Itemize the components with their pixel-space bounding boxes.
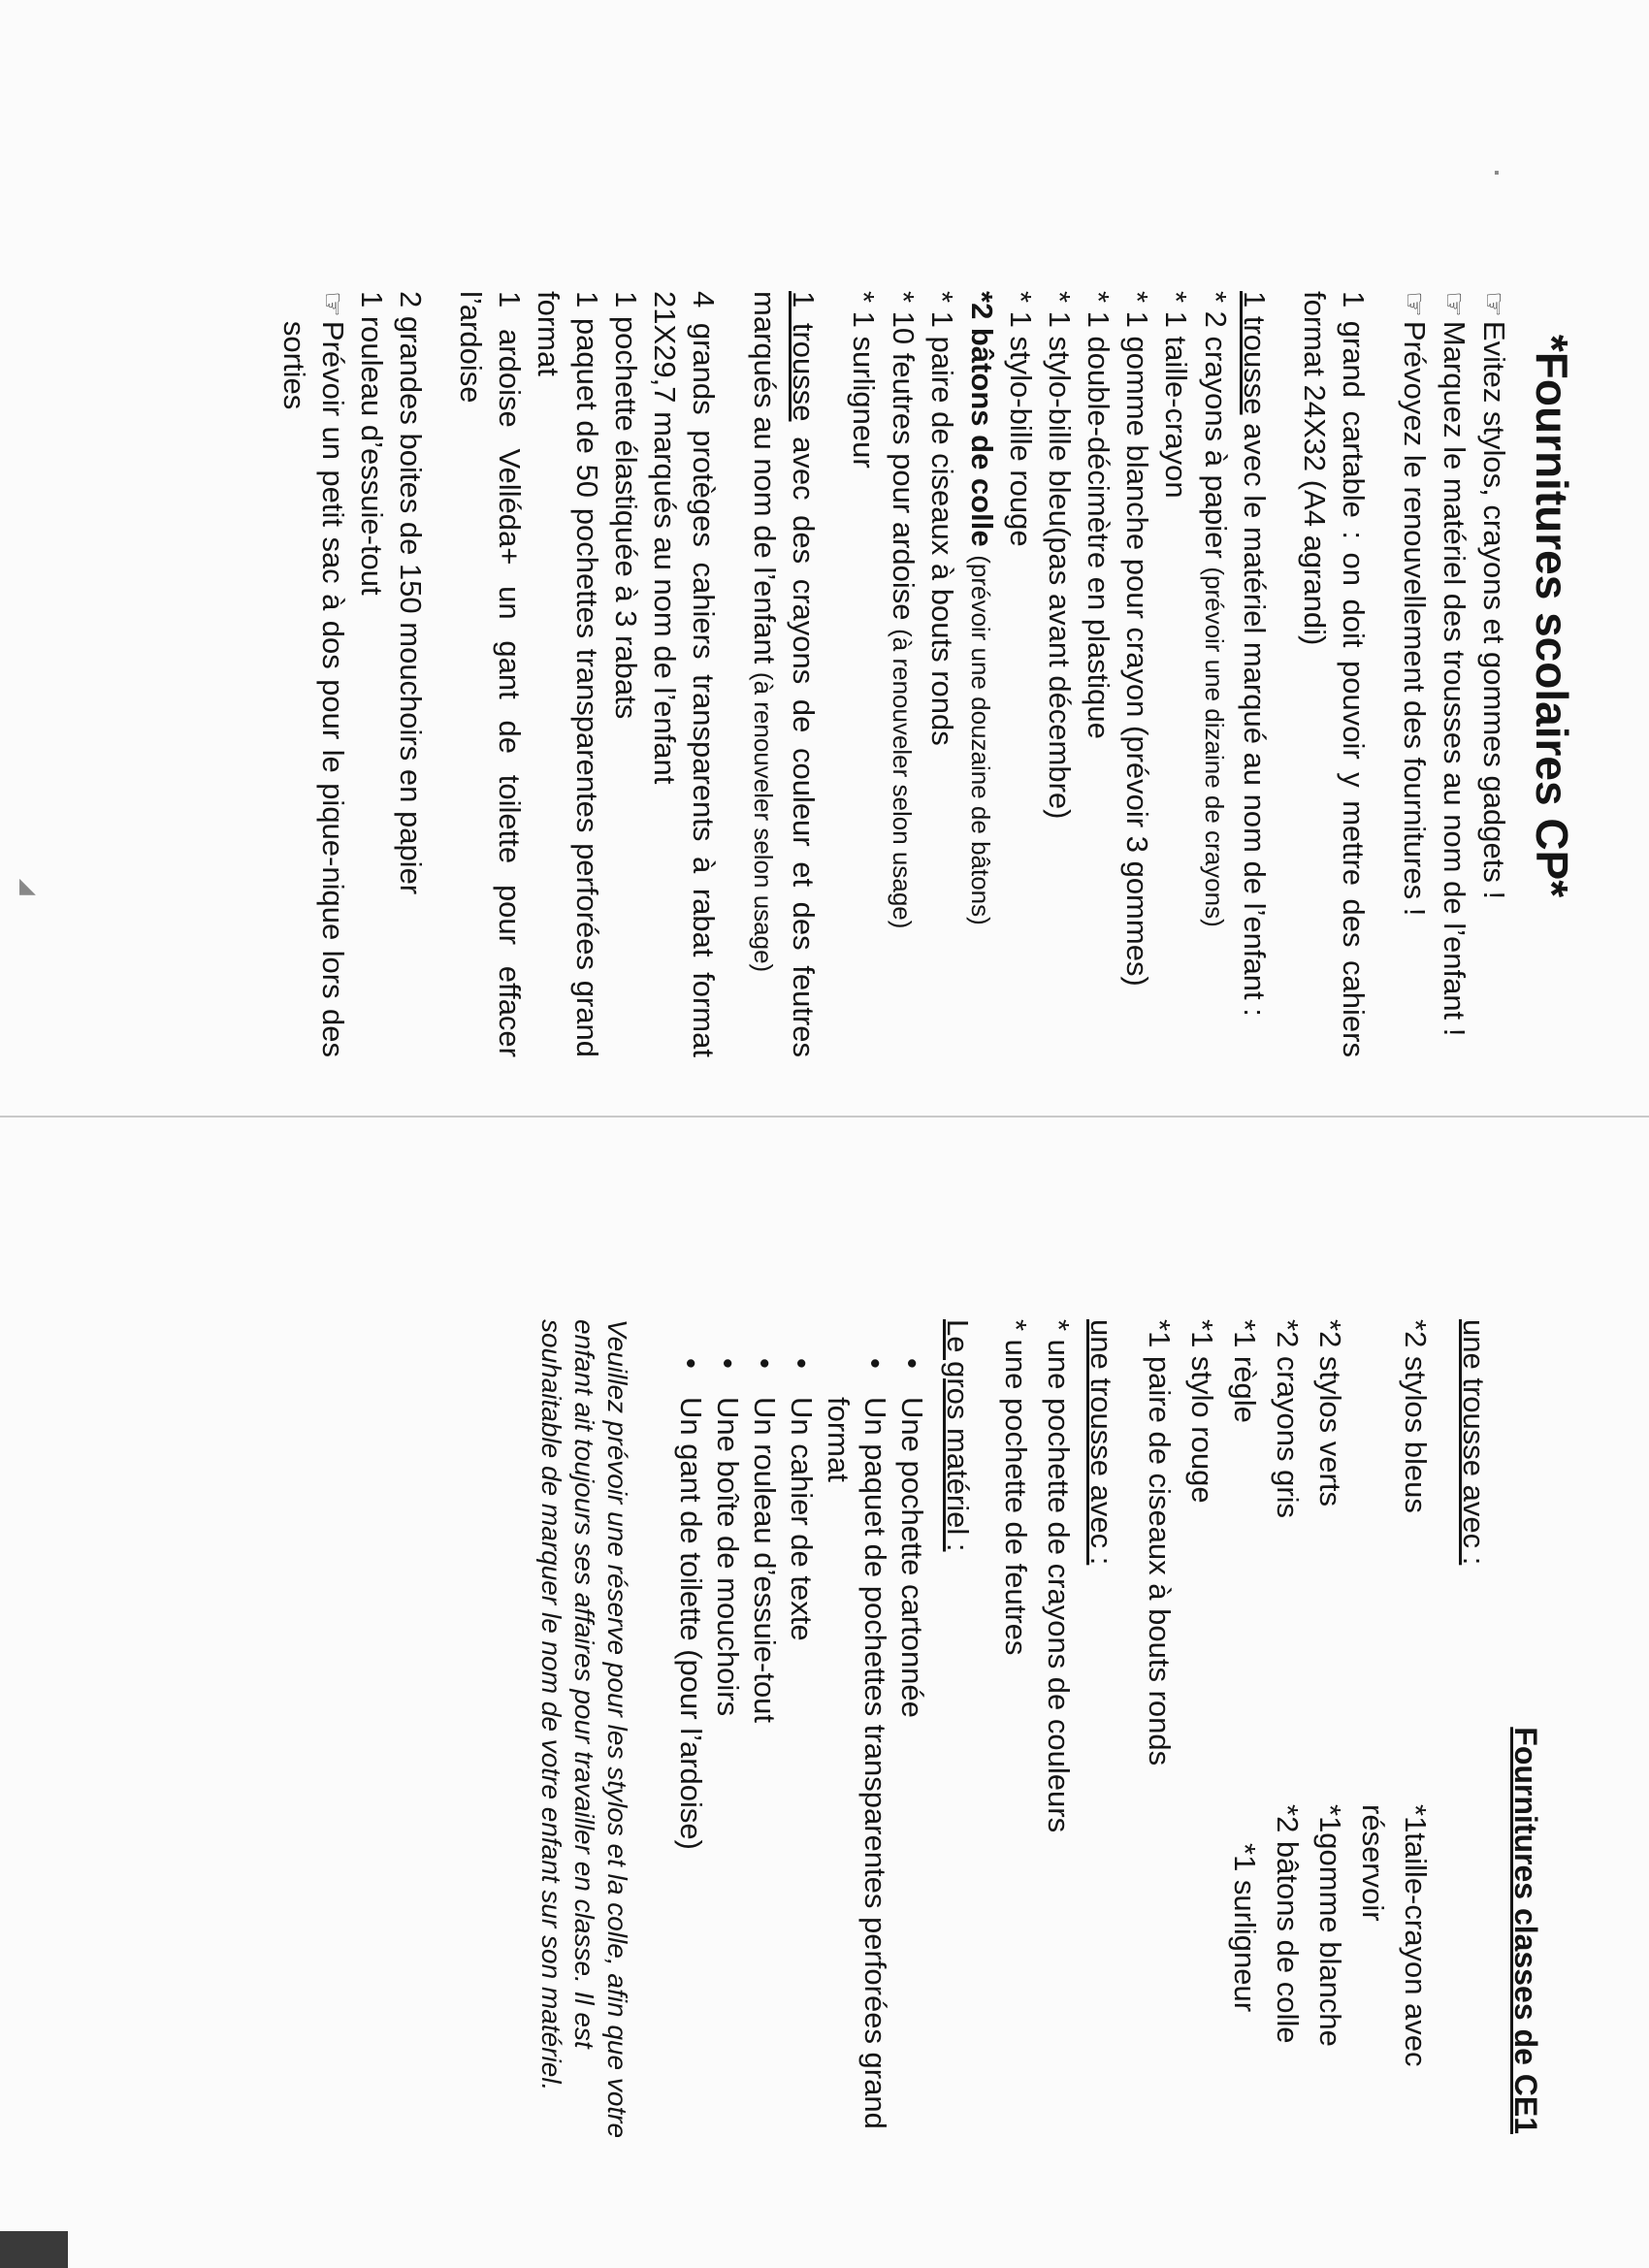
- materiel-item: 1 paquet de 50 pochettes transparentes perforées grand format: [532, 291, 604, 1057]
- ce1-supply-list: [0, 1116, 1649, 2231]
- ce1-trousse2-item: * une pochette de feutres: [999, 1319, 1033, 1656]
- ce1-trousse2-item: * une pochette de crayons de couleurs: [1042, 1319, 1076, 1833]
- list-item: • Une pochette cartonnée: [893, 1358, 930, 2173]
- ce1-trousse-row: [1351, 1319, 1437, 2173]
- ce1-item: *2 stylos bleus: [1399, 1319, 1433, 1513]
- ce1-item: *2 stylos verts: [1313, 1319, 1347, 1507]
- trousse1-item: [1117, 291, 1156, 1057]
- materiel-block: [451, 291, 723, 1057]
- list-item: • Un paquet de pochettes transparentes perforées grand format: [820, 1358, 893, 2173]
- trousse1-heading: [1235, 291, 1274, 1057]
- cp-title: *Fournitures scolaires CP*: [1527, 334, 1577, 898]
- ce1-trousse-row: [1138, 1319, 1180, 2173]
- ce1-gros-heading: Le gros matériel :: [941, 1319, 975, 1552]
- materiel-item: 1 pochette élastiquée à 3 rabats: [609, 291, 643, 720]
- trousse1-item: [961, 291, 1001, 1057]
- item-text: * 1 stylo-bille rouge: [1004, 291, 1038, 547]
- trousse1-item: [883, 291, 922, 1057]
- item-text: *2 bâtons de colle: [965, 291, 999, 556]
- list-item: • Un rouleau d’essuie-tout: [746, 1358, 783, 2173]
- scan-speck: ▪: [1494, 165, 1500, 181]
- trousse1-item: [1156, 291, 1195, 1057]
- warning-text: Prévoyez le renouvellement des fournitures !: [1398, 320, 1432, 917]
- ce1-item: [1180, 1804, 1223, 2173]
- extra-item: 1 rouleau d’essuie-tout: [355, 291, 389, 596]
- warning-line: [1473, 291, 1513, 1057]
- ce1-item: *2 bâtons de colle: [1271, 1804, 1305, 2044]
- item-text: * 1 surligneur: [847, 291, 881, 469]
- trousse2-note: (à renouveler selon usage): [749, 671, 778, 973]
- item-text: * 2 crayons à papier: [1199, 291, 1233, 567]
- trousse1-item: [1001, 291, 1040, 1057]
- item-note: (prévoir une douzaine de bâtons): [966, 555, 995, 925]
- sac-line: [275, 291, 352, 1057]
- item-text: * 1 stylo-bille bleu(pas avant décembre): [1043, 291, 1077, 820]
- warning-line: [1394, 291, 1434, 1057]
- ce1-item: *1 règle: [1228, 1319, 1262, 1423]
- ce1-title: Fournitures classes de CE1: [1508, 1727, 1543, 2134]
- ce1-trousse-row: [1309, 1319, 1351, 2173]
- list-item: • Un cahier de texte: [783, 1358, 820, 2173]
- trousse1-heading-rest: avec le matériel marqué au nom de l’enfant :: [1238, 414, 1272, 1017]
- warning-line: [1434, 291, 1473, 1057]
- ce1-item: *1taille-crayon avec réservoir: [1356, 1804, 1433, 2067]
- item-note: (prévoir une dizaine de crayons): [1200, 567, 1229, 927]
- ce1-note: Veuillez prévoir une réserve pour les stylos et la colle, afin que votre enfant ait toujours ses affaires pour travailler en classe. Il est souhaitable de marquer le nom de votre enfant sur son matériel.: [536, 1319, 632, 2139]
- item-text: * 1 gomme blanche pour crayon (prévoir 3 gommes): [1120, 291, 1154, 987]
- warning-text: Evitez stylos, crayons et gommes gadgets !: [1477, 320, 1511, 900]
- extra-item: 2 grandes boites de 150 mouchoirs en papier: [394, 291, 428, 895]
- materiel-item: 4 grands protèges cahiers transparents à rabat format 21X29,7 marqués au nom de l’enfant: [648, 291, 721, 1057]
- trousse2-lead: 1 trousse: [787, 291, 821, 422]
- trousse1-item: [1195, 291, 1235, 1057]
- trousse1-item: [844, 291, 883, 1057]
- sac-text: Prévoir un petit sac à dos pour le pique-nique lors des sorties: [277, 320, 350, 1057]
- item-text: * 1 double-décimètre en plastique: [1082, 291, 1116, 739]
- ce1-trousse-heading: une trousse avec :: [1457, 1319, 1491, 1566]
- trousse2-text: avec des crayons de couleur et des feutres marqués au nom de l’enfant: [748, 291, 821, 1058]
- list-item: • Un gant de toilette (pour l’ardoise): [672, 1358, 709, 2173]
- item-note: (à renouveler selon usage): [888, 629, 917, 929]
- pointing-hand-icon: ☞: [1398, 291, 1430, 317]
- trousse1-lead: 1 trousse: [1238, 291, 1272, 415]
- trousse2-block: [744, 291, 823, 1057]
- trousse1-item: [922, 291, 961, 1057]
- trousse1-item: [1040, 291, 1079, 1057]
- item-text: * 10 feutres pour ardoise: [887, 291, 921, 630]
- ce1-trousse-grid: [1138, 1319, 1437, 2173]
- materiel-item: 1 ardoise Velléda+ un gant de toilette pour effacer l’ardoise: [454, 291, 527, 1057]
- ce1-item: *1gomme blanche: [1313, 1804, 1347, 2047]
- ce1-item: *1 stylo rouge: [1185, 1319, 1219, 1504]
- extra-block: [275, 291, 430, 1057]
- ce1-trousse2-heading: une trousse avec :: [1084, 1319, 1118, 1566]
- scan-edge-shadow: [0, 2231, 68, 2268]
- ce1-trousse-row: [1180, 1319, 1223, 2173]
- ce1-trousse-row: [1223, 1319, 1266, 2173]
- item-text: * 1 paire de ciseaux à bouts ronds: [925, 291, 959, 746]
- warning-text: Marquez le matériel des trousses au nom de l’enfant !: [1438, 320, 1471, 1037]
- scan-speck: ◣: [19, 873, 36, 897]
- ce1-item: *2 crayons gris: [1271, 1319, 1305, 1519]
- pointing-hand-icon: ☞: [1438, 291, 1470, 317]
- cartable-line: 1 grand cartable : on doit pouvoir y mettre des cahiers format 24X32 (A4 agrandi): [1298, 291, 1371, 1057]
- trousse1-block: [844, 291, 1274, 1057]
- ce1-gros-list: [672, 1319, 930, 2173]
- ce1-item: *1 paire de ciseaux à bouts ronds: [1143, 1319, 1177, 1766]
- ce1-item: *1 surligneur: [1228, 1843, 1262, 2013]
- cp-supply-list: [0, 0, 1649, 1116]
- pointing-hand-icon: ☞: [316, 291, 348, 317]
- item-text: * 1 taille-crayon: [1159, 291, 1193, 499]
- ce1-trousse-row: [1266, 1319, 1309, 2173]
- list-item: • Une boîte de mouchoirs: [709, 1358, 746, 2173]
- pointing-hand-icon: ☞: [1477, 291, 1509, 317]
- trousse1-item: [1079, 291, 1117, 1057]
